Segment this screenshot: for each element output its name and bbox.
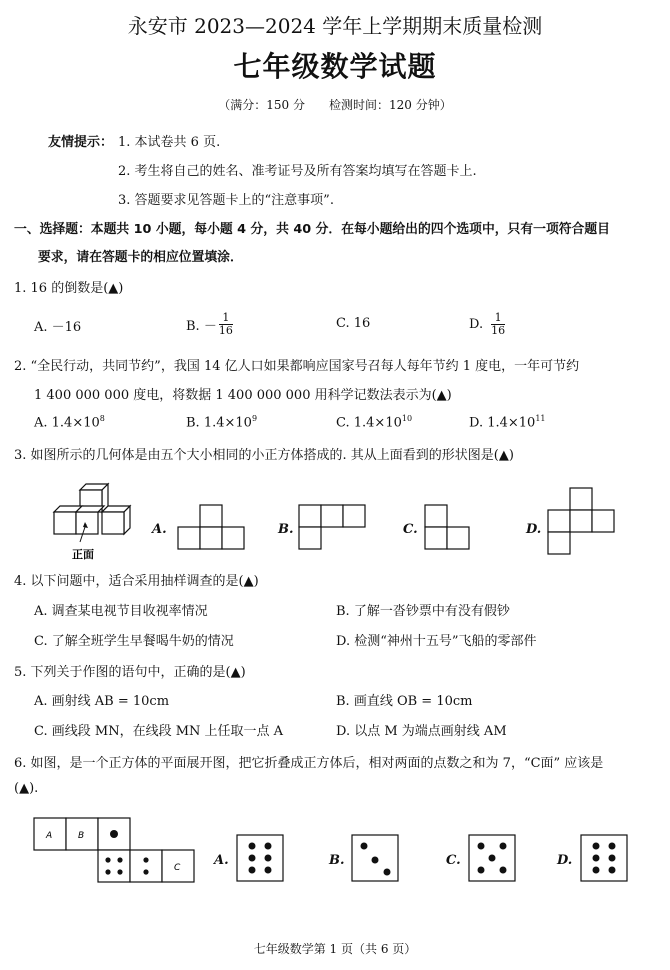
q1-option-c: C. 16: [336, 316, 371, 331]
q6-option-b-label: B.: [329, 853, 345, 868]
q5-stem: 5. 下列关于作图的语句中，正确的是(▲): [14, 665, 246, 680]
net-one-dot: [110, 830, 118, 838]
q3-option-c-label: C.: [403, 522, 418, 537]
q6-option-a-label: A.: [214, 853, 229, 868]
q3-option-b-figure: [299, 503, 369, 553]
q4-option-d: D. 检测“神州十五号”飞船的零部件: [336, 634, 537, 649]
q4-stem: 4. 以下问题中，适合采用抽样调查的是(▲): [14, 574, 259, 589]
page-footer: 七年级数学第 1 页（共 6 页）: [253, 942, 417, 956]
q2-option-c: C. $1.4\times 10^{10}$: [336, 414, 413, 431]
q6-cube-net: [34, 818, 204, 888]
q6-option-c-label: C.: [446, 853, 461, 868]
q5-option-d: D. 以点 M 为端点画射线 AM: [336, 724, 507, 739]
section-heading: 一、选择题：本题共 10 小题，每小题 4 分，共 40 分．在每小题给出的四个选项中，只有一项符合题目: [14, 222, 610, 237]
q6-stem-line2: (▲).: [14, 781, 39, 796]
q4-option-b: B. 了解一沓钞票中有没有假钞: [336, 604, 510, 619]
paper-title: 七年级数学试题: [233, 50, 437, 83]
frac-den: 16: [218, 323, 233, 337]
q2-option-d: D. $1.4\times 10^{11}$: [469, 414, 546, 431]
q3-option-c-figure: [425, 503, 475, 553]
tip-item-1: 1. 本试卷共 6 页.: [118, 135, 221, 150]
net-label-a: A: [46, 831, 53, 841]
q1-option-b-prefix: B. －: [186, 318, 217, 334]
q1-option-a: A. －16: [34, 320, 82, 335]
q2-option-b: B. $1.4\times 10^9$: [186, 414, 258, 431]
q6-option-a-die: [236, 834, 286, 884]
q1-option-d-fraction: [491, 312, 505, 337]
q3-option-a-label: A.: [152, 522, 167, 537]
q3-option-b-label: B.: [278, 522, 294, 537]
q6-option-d-die: [580, 834, 630, 884]
q1-option-b: [186, 306, 233, 342]
frac-den: 16: [491, 323, 506, 337]
q3-option-d-figure: [548, 488, 618, 558]
q2-stem-line1: 2. “全民行动，共同节约”，我国 14 亿人口如果都响应国家号召每人每年节约 1 度电，一年可节约: [14, 359, 580, 374]
section-heading-cont: 要求，请在答题卡的相应位置填涂．: [38, 250, 243, 265]
q5-option-c: C. 画线段 MN，在线段 MN 上任取一点 A: [34, 724, 284, 739]
frac-num: 1: [494, 310, 502, 324]
q5-option-a: A. 画射线 AB = 10cm: [34, 694, 170, 709]
q2-stem-line2: 1 400 000 000 度电，将数据 1 400 000 000 用科学记数法表示为(▲): [34, 388, 452, 403]
q5-option-b: B. 画直线 OB = 10cm: [336, 694, 473, 709]
net-label-c: C: [174, 863, 181, 873]
q1-option-d: [469, 306, 505, 342]
q3-front-label: 正面: [72, 548, 94, 561]
exam-meta: （满分：150 分 检测时间：120 分钟）: [218, 98, 452, 112]
net-label-b: B: [78, 831, 85, 841]
frac-num: 1: [222, 310, 230, 324]
q6-stem-line1: 6. 如图，是一个正方体的平面展开图，把它折叠成正方体后，相对两面的点数之和为 7，“C面” 应该是: [14, 756, 604, 771]
q6-option-d-label: D.: [557, 853, 573, 868]
q4-option-a: A. 调查某电视节目收视率情况: [34, 604, 208, 619]
q1-option-b-fraction: [219, 312, 233, 337]
q3-option-d-label: D.: [526, 522, 542, 537]
q1-stem: 1. 16 的倒数是(▲): [14, 281, 124, 296]
q3-stem: 3. 如图所示的几何体是由五个大小相同的小正方体搭成的. 其从上面看到的形状图是(▲): [14, 448, 514, 463]
tips-label: 友情提示：: [48, 135, 114, 150]
exam-title: 永安市 2023—2024 学年上学期期末质量检测: [127, 14, 543, 38]
q1-option-d-prefix: D.: [469, 316, 484, 332]
q3-solid-figure: [40, 478, 140, 568]
tip-item-2: 2. 考生将自己的姓名、准考证号及所有答案均填写在答题卡上.: [118, 164, 477, 179]
q4-option-c: C. 了解全班学生早餐喝牛奶的情况: [34, 634, 234, 649]
q6-option-b-die: [351, 834, 401, 884]
tip-item-3: 3. 答题要求见答题卡上的“注意事项”.: [118, 193, 334, 208]
q3-option-a-figure: [178, 503, 248, 553]
q6-option-c-die: [468, 834, 518, 884]
q2-option-a: A. $1.4\times 10^8$: [34, 414, 105, 431]
